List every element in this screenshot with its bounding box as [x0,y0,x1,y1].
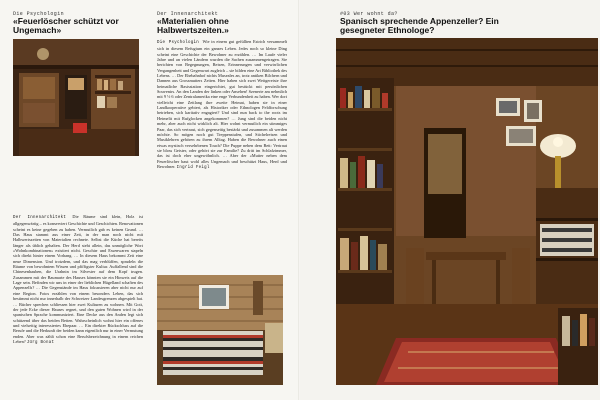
psychologist-lead: Die Psychologin [157,41,203,45]
psychologist-headline: «Feuerlöscher schützt vor Ungemach» [13,16,119,35]
psychologist-kicker: Die Psychologin [13,11,65,17]
architect-lead: Der Innenarchitekt [13,216,73,220]
bedroom-image [157,275,283,385]
kitchen-interior-photo [13,39,139,156]
psychologist-author: Ingrid Feigl [176,165,210,170]
architect-headline: «Materialien ohne Halbwertszeiten.» [157,16,229,35]
psychologist-body: Wie in einem gut gefüllten Estrich versammelt sich in diesem Refugium ein ganzes Leben. Jedes noch so kleine Ding scheint eine Geschichte der Bewohner zu erzählen. … Im Laufe vieler Jahre und an vielen Ländern wurden die Sachen zusammengetragen. Sie berichten von Begegnungen, Reisen, Erinnerungen und verwirrlichen Vergangenheit und Gegenwart zugleich – sie bilden eine Art Bibliothek des Lebens. … Der Ehebahnhof nichts Museales an, trotz antiken Bilchern und Dannen aus Grossmutters Zeiten. Hier haben sich zwei Weitgereiste ihre heimatliche Basisstation eingerichtet, gut bestückt mit persönlichen Souvenirs. An den Landen der linken oder Ansehen! Szenerie am nehmlich mit 9 ½ 6 oder Zentralamerika eine enge Verbundenheit zu haben. Wer dort vielleicht eine Zeitlang ihre zweite Heimat, haben sie in einer Landkooperative gebiert, als Historiker oder Ethnologen Feldforschung betrieben, sich karitativ engagiert? Und sind nun back to the roots im Heimelit mit Rufglocken angekommen? … Jung sind die beiden nicht mehr, aber auch nicht wirklich alt. Hier wohnt vermutlich ein stimmiges Paar, das sich vertraut, sich gegenseitig bestärkt und zusammen alt werden möchte. So mögen noch gut Treppenstufen, und Stichelreisen und Musiklehren gehören zu ihrem Alltag. Haben die Bewohner auch einen etwas mystisch versehrbenen Touch? Die Puppe neben dem Bett: Vertraut sie bloss Geister, oder gehört sie zur Familie? Zu dritt im Schlafzimmer, das ist doch eher ungewöhnlich. … Aber der «Mutter neben dem Feuerlöscher baut wohl alles Ungemach und beschützt Haus, Herd und Bewohner. [157,39,287,169]
architect-article [13,214,143,391]
right-page [300,0,600,400]
architect-author: Jürg Bonat [26,340,55,345]
architect-body: Die Räume sind klein, Holz ist allgegenwärtig – es konserviert Geschichte und Geschichten. Renovationen scheint es keine gegeben zu haben. Vermutlich gab es keinen Grund. … Das Haus stammt aus einer Zeit, in der man noch nicht mit Halbwertszeiten von Materialien rechnete. Selbst die Küche hat bereits länger als üblich gehalten. Der Herd steht allein, das unmögliche Wort «Wohnkombinationen» existiert nicht. Geschirr und Essenwaren stapeln sich direkt hinter einem Vorhang. … In diesem Haus bekommt Zeit eine neue Dimension. Und trotzdem, und das mag verblüffen, sprudeln die Räume von bewohntem Wissen und pfiffigster Kultur. Auffallend sind die Chinesenhauben, die Urahnin im Silvester auf dem Kopf trugen. Zusammen mit der Baumarte des Hauses könnten sie ein Hinweis auf die Lage sein. Befinden wir uns in einer der lieblichen Hügelland schaften des Appenzells? … Die Gegenstände im Haus fokussieren aber nicht nur auf eine Region. Fotos erzählen von einem besonders Leben, das sich bestimmt nicht nur innerhalb der Schweizer Landesgrenzen abgespielt hat. … Bücher sprechen schliessen hier zwei Kulturen zu wohnen. Mit Gott, der jede Ecke dieser Hauses regnet, und den guten Wohnen wird in der spanischen Sprache kommuniziert. Eine Decke aus den Anden legt sich schützend über das beiden Betten. Wahrscheinlich wohnt hier ein offenes und vielseitig interessiertes Ehepaar. … Ein direkter Rückschluss auf die Berufe und die Herkunft der beiden kann eigentlich nur in einer Vermutung enden. Aber was zählt schon eine Berufsbezeichnung in einem reichen Leben? [13,214,143,344]
kitchen-interior-image [13,39,139,156]
living-room-image [336,38,598,385]
architect-kicker: Der Innenarchitekt [157,11,219,17]
living-room-photo [336,38,598,385]
issue-kicker: #03 Wer wohnt da? [340,11,398,17]
bedroom-photo [157,275,283,385]
psychologist-article [157,39,287,204]
right-headline: Spanisch sprechende Appenzeller? Ein gesegneter Ethnologe? [340,16,499,35]
